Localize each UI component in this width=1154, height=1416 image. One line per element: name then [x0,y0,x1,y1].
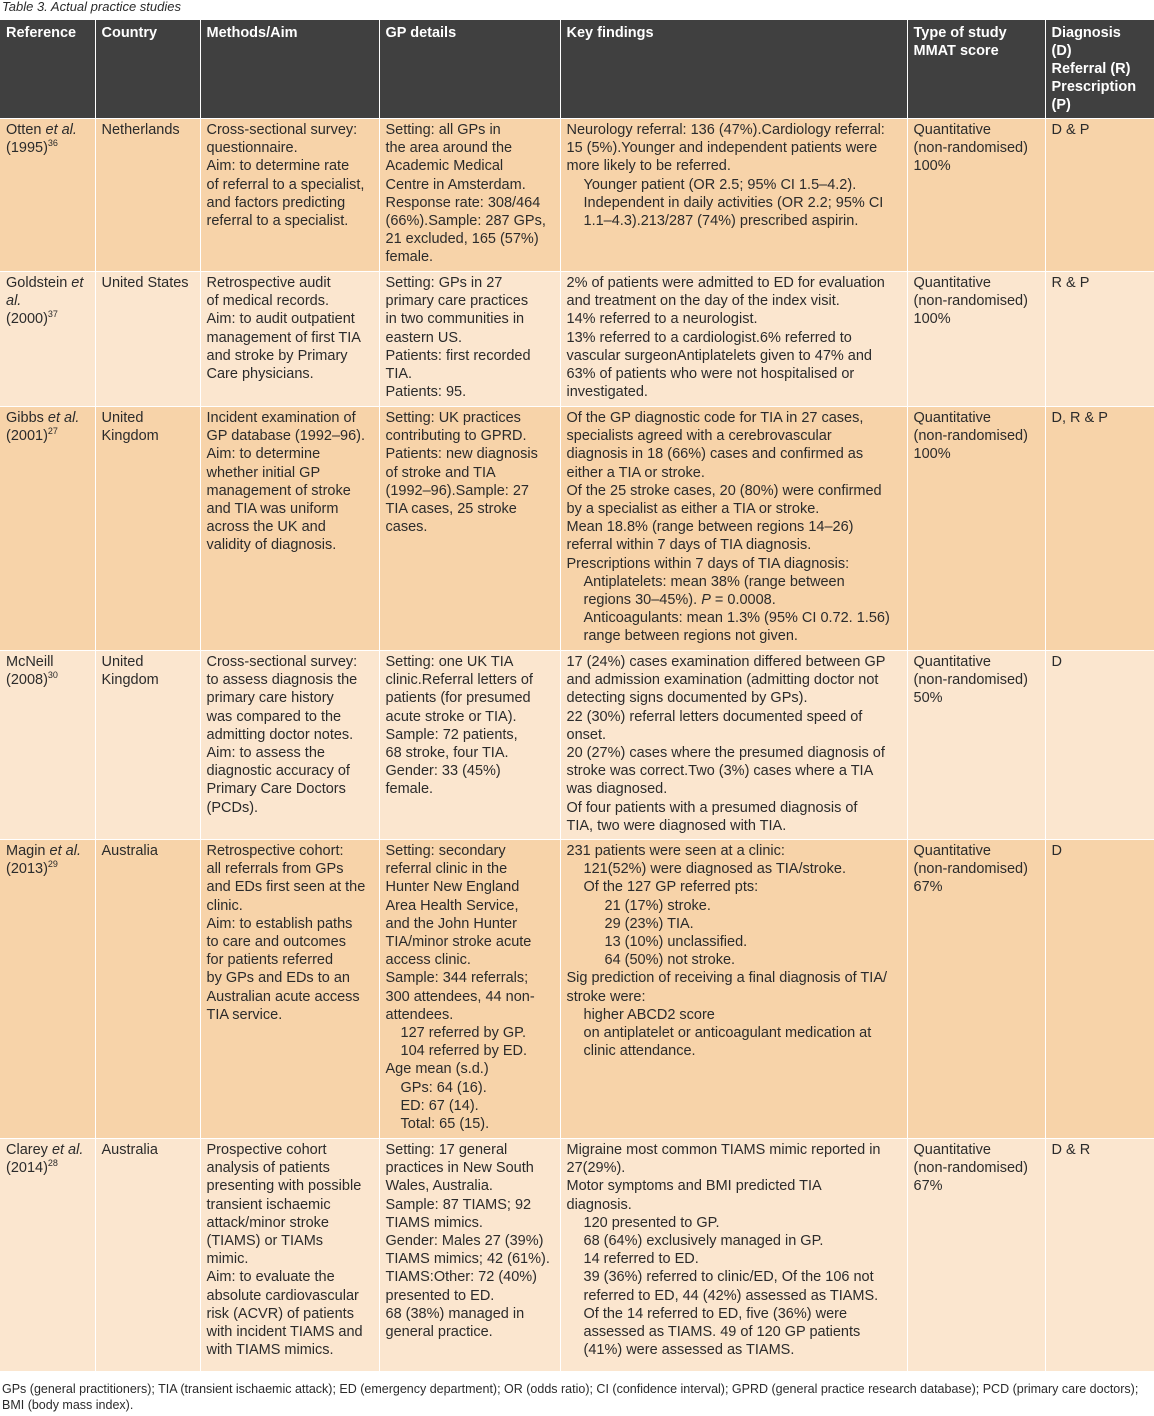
cell-line: (non-randomised) [913,1160,1028,1177]
cell-line: 120 presented to GP. [583,1214,720,1231]
cell-key-findings [560,407,907,651]
cell-line: 21 excluded, 165 (57%) [385,231,539,248]
cell-line: Care physicians. [206,366,314,383]
cell-line: TIA/minor stroke acute [385,934,532,951]
cell-line: Primary Care Doctors [206,781,346,798]
cell-line: TIA, two were diagnosed with TIA. [566,817,787,834]
cell-line: Retrospective cohort: [206,843,344,859]
cell-line: with TIAMS mimics. [206,1342,334,1359]
cell-line: whether initial GP [206,464,321,481]
cell-line: across the UK and [206,519,326,536]
cell-line: to assess diagnosis the [206,672,358,689]
cell-line: presenting with possible [206,1178,362,1195]
cell-line: detecting signs documented by GPs). [566,690,808,707]
cell-line: 2% of patients were admitted to ED for evaluation [566,275,885,291]
cell-line: TIAMS mimics. [385,1214,483,1231]
cell-line: 50% [913,690,943,707]
cell-line: primary care history [206,690,334,707]
cell-gp-details [379,840,560,1139]
cell-line: Setting: secondary [385,843,506,859]
p-value-symbol: P [701,592,711,609]
cell-line: and admission examination (admitting doctor not [566,672,879,689]
cell-line: 39 (36%) referred to clinic/ED, Of the 106 not [583,1269,874,1286]
cell-line: analysis of patients [206,1160,330,1177]
header-type-line: Type of study [913,25,1007,41]
cell-line: Wales, Australia. [385,1178,493,1195]
cell-line: and factors predicting [206,194,346,211]
cell-gp-details [379,119,560,272]
cell-line: diagnostic accuracy of [206,763,350,780]
cell-line: Centre in Amsterdam. [385,176,526,193]
cell-line: and stroke by Primary [206,347,348,364]
cell-line: clinic attendance. [583,1043,696,1060]
cell-line: (TIAMS) or TIAMs [206,1233,324,1250]
cell-line: regions 30–45%). P = 0.0008. [583,592,776,609]
cell-line: 127 referred by GP. [400,1025,526,1042]
cell-line: Sample: 72 patients, [385,726,518,743]
cell-line: Gender: Males 27 (39%) [385,1233,544,1250]
cell-line: 104 referred by ED. [400,1043,528,1060]
cell-type-of-study [907,407,1045,651]
cell-line: 27(29%). [566,1160,626,1177]
cell-line: Hunter New England [385,879,520,896]
cell-diagnosis: D [1045,651,1154,840]
cell-line: was compared to the [206,708,342,725]
reference-year: (2013) [6,861,48,878]
cell-line: referred to ED, 44 (42%) assessed as TIAMS. [583,1287,879,1304]
header-type-of-study [907,20,1045,119]
cell-line: clinic.Referral letters of [385,672,533,689]
cell-line: Setting: all GPs in [385,122,501,138]
cell-country: Netherlands [95,119,200,272]
cell-line: mimic. [206,1251,249,1268]
cell-line: practices in New South [385,1160,534,1177]
cell-line: 100% [913,311,951,328]
cell-reference [0,1139,95,1371]
cell-reference [0,272,95,407]
cell-line: 13 (10%) unclassified. [604,934,748,951]
header-row [0,20,1154,119]
cell-line: attendees. [385,1006,454,1023]
reference-author: Clarey [6,1142,52,1158]
reference-citation-number: 30 [47,670,58,681]
reference-author: Otten [6,122,46,138]
cell-line: Aim: to establish paths [206,915,353,932]
cell-line: 14% referred to a neurologist. [566,311,758,328]
cell-line: Of the GP diagnostic code for TIA in 27 cases, [566,410,864,426]
reference-etal: et al. [6,275,84,310]
cell-line: female. [385,249,434,266]
cell-line: TIAMS:Other: 72 (40%) [385,1269,537,1286]
cell-line: (non-randomised) [913,140,1028,157]
cell-line: GP database (1992–96). [206,428,366,445]
cell-line: either a TIA or stroke. [566,464,705,481]
table-footnote: GPs (general practitioners); TIA (transient ischaemic attack); ED (emergency department); OR (odds ratio); CI (confidence interval); GPRD (general practice research database); PCD (primary care doctors); BMI (body mass index). [2,1381,1139,1412]
table-caption: Table 3. Actual practice studies [2,0,181,14]
cell-line: TIAMS mimics; 42 (61%). [385,1251,550,1268]
table-row [0,119,1154,272]
header-diag-line: Diagnosis [1051,25,1121,41]
reference-etal: et al. [49,843,81,859]
cell-line: and treatment on the day of the index visit. [566,293,840,310]
cell-reference [0,119,95,272]
reference-year: (1995) [6,140,48,157]
cell-line: Independent in daily activities (OR 2.2; 95% CI [583,194,884,211]
cell-line: Area Health Service, [385,897,519,914]
cell-gp-details [379,407,560,651]
cell-line: 67% [913,879,943,896]
header-country: Country [95,20,200,119]
cell-line: Setting: GPs in 27 [385,275,503,291]
cell-line: Australian acute access [206,988,360,1005]
cell-line: Cross-sectional survey: [206,122,358,138]
cell-country: United Kingdom [95,651,200,840]
cell-line: Response rate: 308/464 [385,194,541,211]
cell-line: eastern US. [385,329,463,346]
cell-line: (non-randomised) [913,672,1028,689]
cell-key-findings [560,840,907,1139]
cell-line: (41%) were assessed as TIAMS. [583,1342,795,1359]
cell-methods [200,1139,379,1371]
cell-line: ED: 67 (14). [400,1097,479,1114]
cell-type-of-study [907,272,1045,407]
header-diag-line: Prescription [1051,79,1137,95]
cell-line: Neurology referral: 136 (47%).Cardiology referral: [566,122,885,138]
cell-methods [200,840,379,1139]
cell-line: to care and outcomes [206,934,346,951]
cell-diagnosis: D & P [1045,119,1154,272]
header-key-findings: Key findings [560,20,907,119]
header-type-line: MMAT score [913,43,999,59]
reference-etal: et al. [51,1142,84,1158]
header-reference: Reference [0,20,95,119]
cell-line: Setting: UK practices [385,410,521,426]
cell-line: all referrals from GPs [206,861,344,878]
cell-line: 13% referred to a cardiologist.6% referred to [566,329,852,346]
cell-line: admitting doctor notes. [206,726,354,743]
cell-gp-details [379,651,560,840]
cell-line: TIA. [385,366,413,383]
cell-line: with incident TIAMS and [206,1324,363,1341]
cell-line: Aim: to evaluate the [206,1269,335,1286]
cell-diagnosis: D, R & P [1045,407,1154,651]
cell-type-of-study [907,651,1045,840]
cell-line: 68 (38%) managed in [385,1305,525,1322]
cell-line: Of four patients with a presumed diagnosis of [566,799,858,816]
reference-year: (2014) [6,1160,48,1177]
header-diag-line: Referral (R) [1051,61,1131,77]
cell-line: 100% [913,446,951,463]
cell-methods [200,272,379,407]
cell-line: by a specialist as either a TIA or stroke. [566,501,820,518]
table-row [0,651,1154,840]
cell-line: was diagnosed. [566,781,668,798]
cell-line: clinic. [206,897,243,914]
cell-line: Retrospective audit [206,275,331,291]
cell-line: 68 (64%) exclusively managed in GP. [583,1233,824,1250]
reference-citation-number: 36 [47,138,58,149]
cell-line: Setting: one UK TIA [385,654,514,670]
cell-line: Quantitative [913,1142,991,1158]
cell-line: Prospective cohort [206,1142,327,1158]
header-diag-line: (P) [1051,97,1071,113]
reference-etal: et al. [47,410,80,426]
cell-diagnosis: R & P [1045,272,1154,407]
cell-line: 68 stroke, four TIA. [385,745,509,762]
table-row [0,1139,1154,1371]
cell-key-findings [560,272,907,407]
cell-line: Aim: to determine [206,446,321,463]
cell-line: Cross-sectional survey: [206,654,358,670]
cell-line: absolute cardiovascular [206,1287,359,1304]
cell-line: Prescriptions within 7 days of TIA diagnosis: [566,555,850,572]
cell-line: Quantitative [913,654,991,670]
cell-gp-details [379,272,560,407]
cell-line: Patients: first recorded [385,347,531,364]
cell-line: vascular surgeonAntiplatelets given to 47% and [566,347,872,364]
cell-line: Aim: to audit outpatient [206,311,355,328]
cell-methods [200,407,379,651]
cell-line: stroke were: [566,988,646,1005]
cell-line: 100% [913,158,951,175]
cell-line: Quantitative [913,843,991,859]
reference-author: Goldstein [6,275,72,291]
cell-line: 63% of patients who were not hospitalised or [566,366,855,383]
table-row [0,840,1154,1139]
cell-reference [0,651,95,840]
cell-line: GPs: 64 (16). [400,1079,487,1096]
cell-line: 29 (23%) TIA. [604,915,694,932]
header-gp-details: GP details [379,20,560,119]
cell-type-of-study [907,840,1045,1139]
cell-line: specialists agreed with a cerebrovascular [566,428,832,445]
cell-line: Patients: new diagnosis [385,446,538,463]
cell-line: transient ischaemic [206,1196,331,1213]
cell-line: Incident examination of [206,410,356,426]
cell-diagnosis: D & R [1045,1139,1154,1371]
cell-line: 15 (5%).Younger and independent patients were [566,140,878,157]
cell-line: referral within 7 days of TIA diagnosis. [566,537,812,554]
cell-line: Gender: 33 (45%) [385,763,501,780]
cell-line: Of the 25 stroke cases, 20 (80%) were confirmed [566,482,882,499]
reference-author: McNeill [6,654,54,670]
cell-line: primary care practices [385,293,529,310]
cell-line: 17 (24%) cases examination differed between GP [566,654,886,670]
table-row [0,272,1154,407]
cell-line: (1992–96).Sample: 27 [385,482,529,499]
cell-country: United States [95,272,200,407]
cell-line: 64 (50%) not stroke. [604,952,736,969]
cell-country: United Kingdom [95,407,200,651]
cell-methods [200,651,379,840]
cell-line: more likely to be referred. [566,158,731,175]
reference-author: Gibbs [6,410,48,426]
reference-citation-number: 28 [47,1158,58,1169]
cell-line: Patients: 95. [385,384,467,401]
cell-methods [200,119,379,272]
cell-line: Academic Medical [385,158,504,175]
cell-country: Australia [95,840,200,1139]
cell-line: Age mean (s.d.) [385,1061,489,1078]
cell-line: management of first TIA [206,329,361,346]
cell-reference [0,407,95,651]
cell-line: Migraine most common TIAMS mimic reported in [566,1142,881,1158]
cell-line: attack/minor stroke [206,1214,329,1231]
cell-line: Of the 14 referred to ED, five (36%) were [583,1305,848,1322]
reference-citation-number: 29 [47,859,58,870]
cell-line: Antiplatelets: mean 38% (range between [583,573,845,590]
cell-key-findings [560,119,907,272]
cell-line: 14 referred to ED. [583,1251,699,1268]
cell-line: of stroke and TIA [385,464,496,481]
header-diag-line: (D) [1051,43,1072,59]
reference-year: (2008) [6,672,48,689]
cell-line: on antiplatelet or anticoagulant medication at [583,1025,872,1042]
cell-type-of-study [907,1139,1045,1371]
cell-line: Sample: 87 TIAMS; 92 [385,1196,532,1213]
cell-line: diagnosis. [566,1196,632,1213]
cell-line: Setting: 17 general [385,1142,508,1158]
cell-line: referral to a specialist. [206,213,349,230]
cell-line: referral clinic in the [385,861,508,878]
cell-line: Total: 65 (15). [400,1116,490,1133]
cell-line: cases. [385,519,428,536]
cell-line: for patients referred [206,952,334,969]
cell-line: (66%).Sample: 287 GPs, [385,213,546,230]
cell-line: (PCDs). [206,799,259,816]
cell-line: presented to ED. [385,1287,495,1304]
cell-line: risk (ACVR) of patients [206,1305,354,1322]
header-methods: Methods/Aim [200,20,379,119]
cell-line: (non-randomised) [913,428,1028,445]
cell-key-findings [560,651,907,840]
cell-diagnosis: D [1045,840,1154,1139]
cell-line: range between regions not given. [583,628,798,645]
cell-line: 300 attendees, 44 non- [385,988,535,1005]
cell-line: Quantitative [913,410,991,426]
cell-line: management of stroke [206,482,351,499]
table-row [0,407,1154,651]
cell-line: Quantitative [913,122,991,138]
cell-line: 231 patients were seen at a clinic: [566,843,785,859]
cell-gp-details [379,1139,560,1371]
cell-line: Younger patient (OR 2.5; 95% CI 1.5–4.2). [583,176,857,193]
cell-line: investigated. [566,384,648,401]
cell-line: stroke was correct.Two (3%) cases where a TIA [566,763,874,780]
cell-line: higher ABCD2 score [583,1006,715,1023]
cell-line: 21 (17%) stroke. [604,897,711,914]
cell-line: patients (for presumed [385,690,531,707]
cell-line: female. [385,781,434,798]
cell-line: contributing to GPRD. [385,428,527,445]
cell-line: Aim: to assess the [206,745,325,762]
cell-line: 1.1–4.3).213/287 (74%) prescribed aspirin. [583,213,859,230]
cell-line: Anticoagulants: mean 1.3% (95% CI 0.72. 1.56) [583,610,890,627]
cell-line: of referral to a specialist, [206,176,365,193]
cell-line: acute stroke or TIA). [385,708,517,725]
cell-line: Of the 127 GP referred pts: [583,879,759,896]
cell-line: and TIA was uniform [206,501,339,518]
cell-line: the area around the [385,140,513,157]
cell-line: diagnosis in 18 (66%) cases and confirmed as [566,446,864,463]
cell-line: onset. [566,726,606,743]
cell-line: validity of diagnosis. [206,537,337,554]
cell-line: Motor symptoms and BMI predicted TIA [566,1178,822,1195]
cell-key-findings [560,1139,907,1371]
reference-author: Magin [6,843,50,859]
reference-year: (2001) [6,428,48,445]
cell-line: (non-randomised) [913,293,1028,310]
cell-country: Australia [95,1139,200,1371]
cell-line: and the John Hunter [385,915,517,932]
cell-line: TIA service. [206,1006,283,1023]
cell-line: 22 (30%) referral letters documented speed of [566,708,863,725]
reference-year: (2000) [6,311,48,328]
cell-line: 67% [913,1178,943,1195]
cell-line: of medical records. [206,293,329,310]
reference-etal: et al. [45,122,77,138]
cell-line: questionnaire. [206,140,298,157]
reference-citation-number: 27 [47,426,58,437]
cell-reference [0,840,95,1139]
reference-citation-number: 37 [47,309,58,320]
cell-line: Sample: 344 referrals; [385,970,529,987]
cell-line: in two communities in [385,311,525,328]
cell-line: and EDs first seen at the [206,879,366,896]
cell-line: Quantitative [913,275,991,291]
cell-line: by GPs and EDs to an [206,970,350,987]
cell-line: Aim: to determine rate [206,158,350,175]
table-body [0,119,1154,1371]
cell-line: general practice. [385,1324,493,1341]
cell-line: (non-randomised) [913,861,1028,878]
cell-line: 121(52%) were diagnosed as TIA/stroke. [583,861,846,878]
header-diagnosis [1045,20,1154,119]
cell-line: assessed as TIAMS. 49 of 120 GP patients [583,1324,861,1341]
cell-line: TIA cases, 25 stroke [385,501,517,518]
cell-type-of-study [907,119,1045,272]
actual-practice-studies-table [0,20,1154,1371]
cell-line: Sig prediction of receiving a final diagnosis of TIA/ [566,970,888,987]
cell-line: 20 (27%) cases where the presumed diagnosis of [566,745,885,762]
cell-line: access clinic. [385,952,471,969]
cell-line: Mean 18.8% (range between regions 14–26) [566,519,854,536]
